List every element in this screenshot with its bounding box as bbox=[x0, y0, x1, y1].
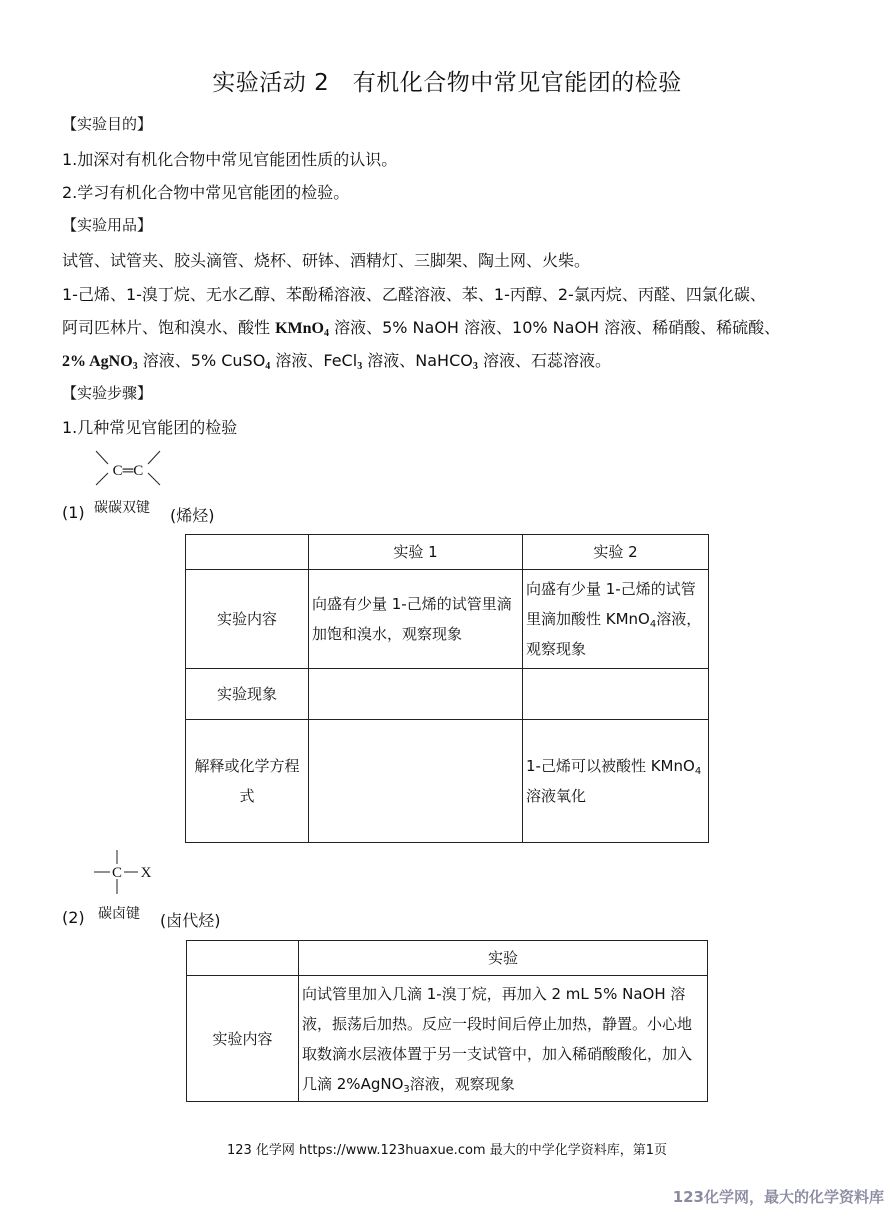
haloalkane-header: 实验 bbox=[299, 941, 708, 976]
haloalkane-number: (2) bbox=[62, 908, 85, 927]
alkene-header-1: 实验 1 bbox=[309, 535, 523, 570]
steps-subheading: 1.几种常见官能团的检验 bbox=[62, 418, 238, 437]
halo-struct-x: X bbox=[140, 865, 152, 881]
carbon-halogen-structure bbox=[88, 846, 168, 898]
haloalkane-label: 碳卤键 bbox=[98, 906, 140, 922]
halo-struct-c: C bbox=[111, 865, 123, 881]
page-title: 实验活动 2 有机化合物中常见官能团的检验 bbox=[212, 70, 682, 96]
alkene-row-explanation: 解释或化学方程式 bbox=[186, 720, 309, 843]
alkene-row-phenomenon: 实验现象 bbox=[186, 669, 309, 720]
reagents-line-2: 阿司匹林片、饱和溴水、酸性 KMnO$_4$ 溶液、5% NaOH 溶液、10% NaOH 溶液、稀硝酸、稀硫酸、 bbox=[62, 318, 781, 339]
alkene-struct-text: C═C bbox=[112, 463, 144, 479]
purpose-item-2: 2.学习有机化合物中常见官能团的检验。 bbox=[62, 183, 350, 202]
purpose-heading: 【实验目的】 bbox=[62, 115, 153, 133]
steps-heading: 【实验步骤】 bbox=[62, 384, 153, 402]
alkene-number: (1) bbox=[62, 503, 85, 522]
alkene-exp2-content: 向盛有少量 1-己烯的试管里滴加酸性 KMnO$_4$溶液，观察现象 bbox=[523, 570, 709, 669]
haloalkane-table bbox=[186, 940, 708, 1102]
carbon-double-bond-structure bbox=[88, 448, 168, 496]
purpose-item-1: 1.加深对有机化合物中常见官能团性质的认识。 bbox=[62, 150, 398, 169]
alkene-exp1-content: 向盛有少量 1-己烯的试管里滴加饱和溴水，观察现象 bbox=[309, 570, 523, 669]
watermark: 123化学网，最大的化学资料库 bbox=[672, 1188, 884, 1206]
equipment-list: 试管、试管夹、胶头滴管、烧杯、研钵、酒精灯、三脚架、陶土网、火柴。 bbox=[62, 251, 591, 270]
alkene-row-content: 实验内容 bbox=[186, 570, 309, 669]
alkene-header-2: 实验 2 bbox=[523, 535, 709, 570]
alkene-label: 碳碳双键 bbox=[94, 500, 150, 516]
haloalkane-kind: (卤代烃) bbox=[160, 911, 221, 930]
haloalkane-row-content: 实验内容 bbox=[187, 976, 299, 1102]
reagents-line-3: 2% AgNO$_3$ 溶液、5% CuSO$_4$ 溶液、FeCl$_3$ 溶液、NaHCO$_3$ 溶液、石蕊溶液。 bbox=[62, 351, 611, 372]
reagents-line-1: 1-己烯、1-溴丁烷、无水乙醇、苯酚稀溶液、乙醛溶液、苯、1-丙醇、2-氯丙烷、丙醛、四氯化碳、 bbox=[62, 285, 766, 304]
page-footer: 123 化学网 https://www.123huaxue.com 最大的中学化学资料库，第1页 bbox=[226, 1143, 667, 1158]
alkene-table bbox=[185, 534, 709, 843]
alkene-kind: (烯烃) bbox=[170, 506, 215, 525]
materials-heading: 【实验用品】 bbox=[62, 216, 153, 234]
haloalkane-exp-content: 向试管里加入几滴 1-溴丁烷，再加入 2 mL 5% NaOH 溶液，振荡后加热。反应一段时间后停止加热，静置。小心地取数滴水层液体置于另一支试管中，加入稀硝酸酸化，加入几滴 2%AgNO$_3$溶液，观察现象 bbox=[299, 976, 708, 1102]
alkene-exp2-explanation: 1-己烯可以被酸性 KMnO$_4$溶液氧化 bbox=[523, 720, 709, 843]
